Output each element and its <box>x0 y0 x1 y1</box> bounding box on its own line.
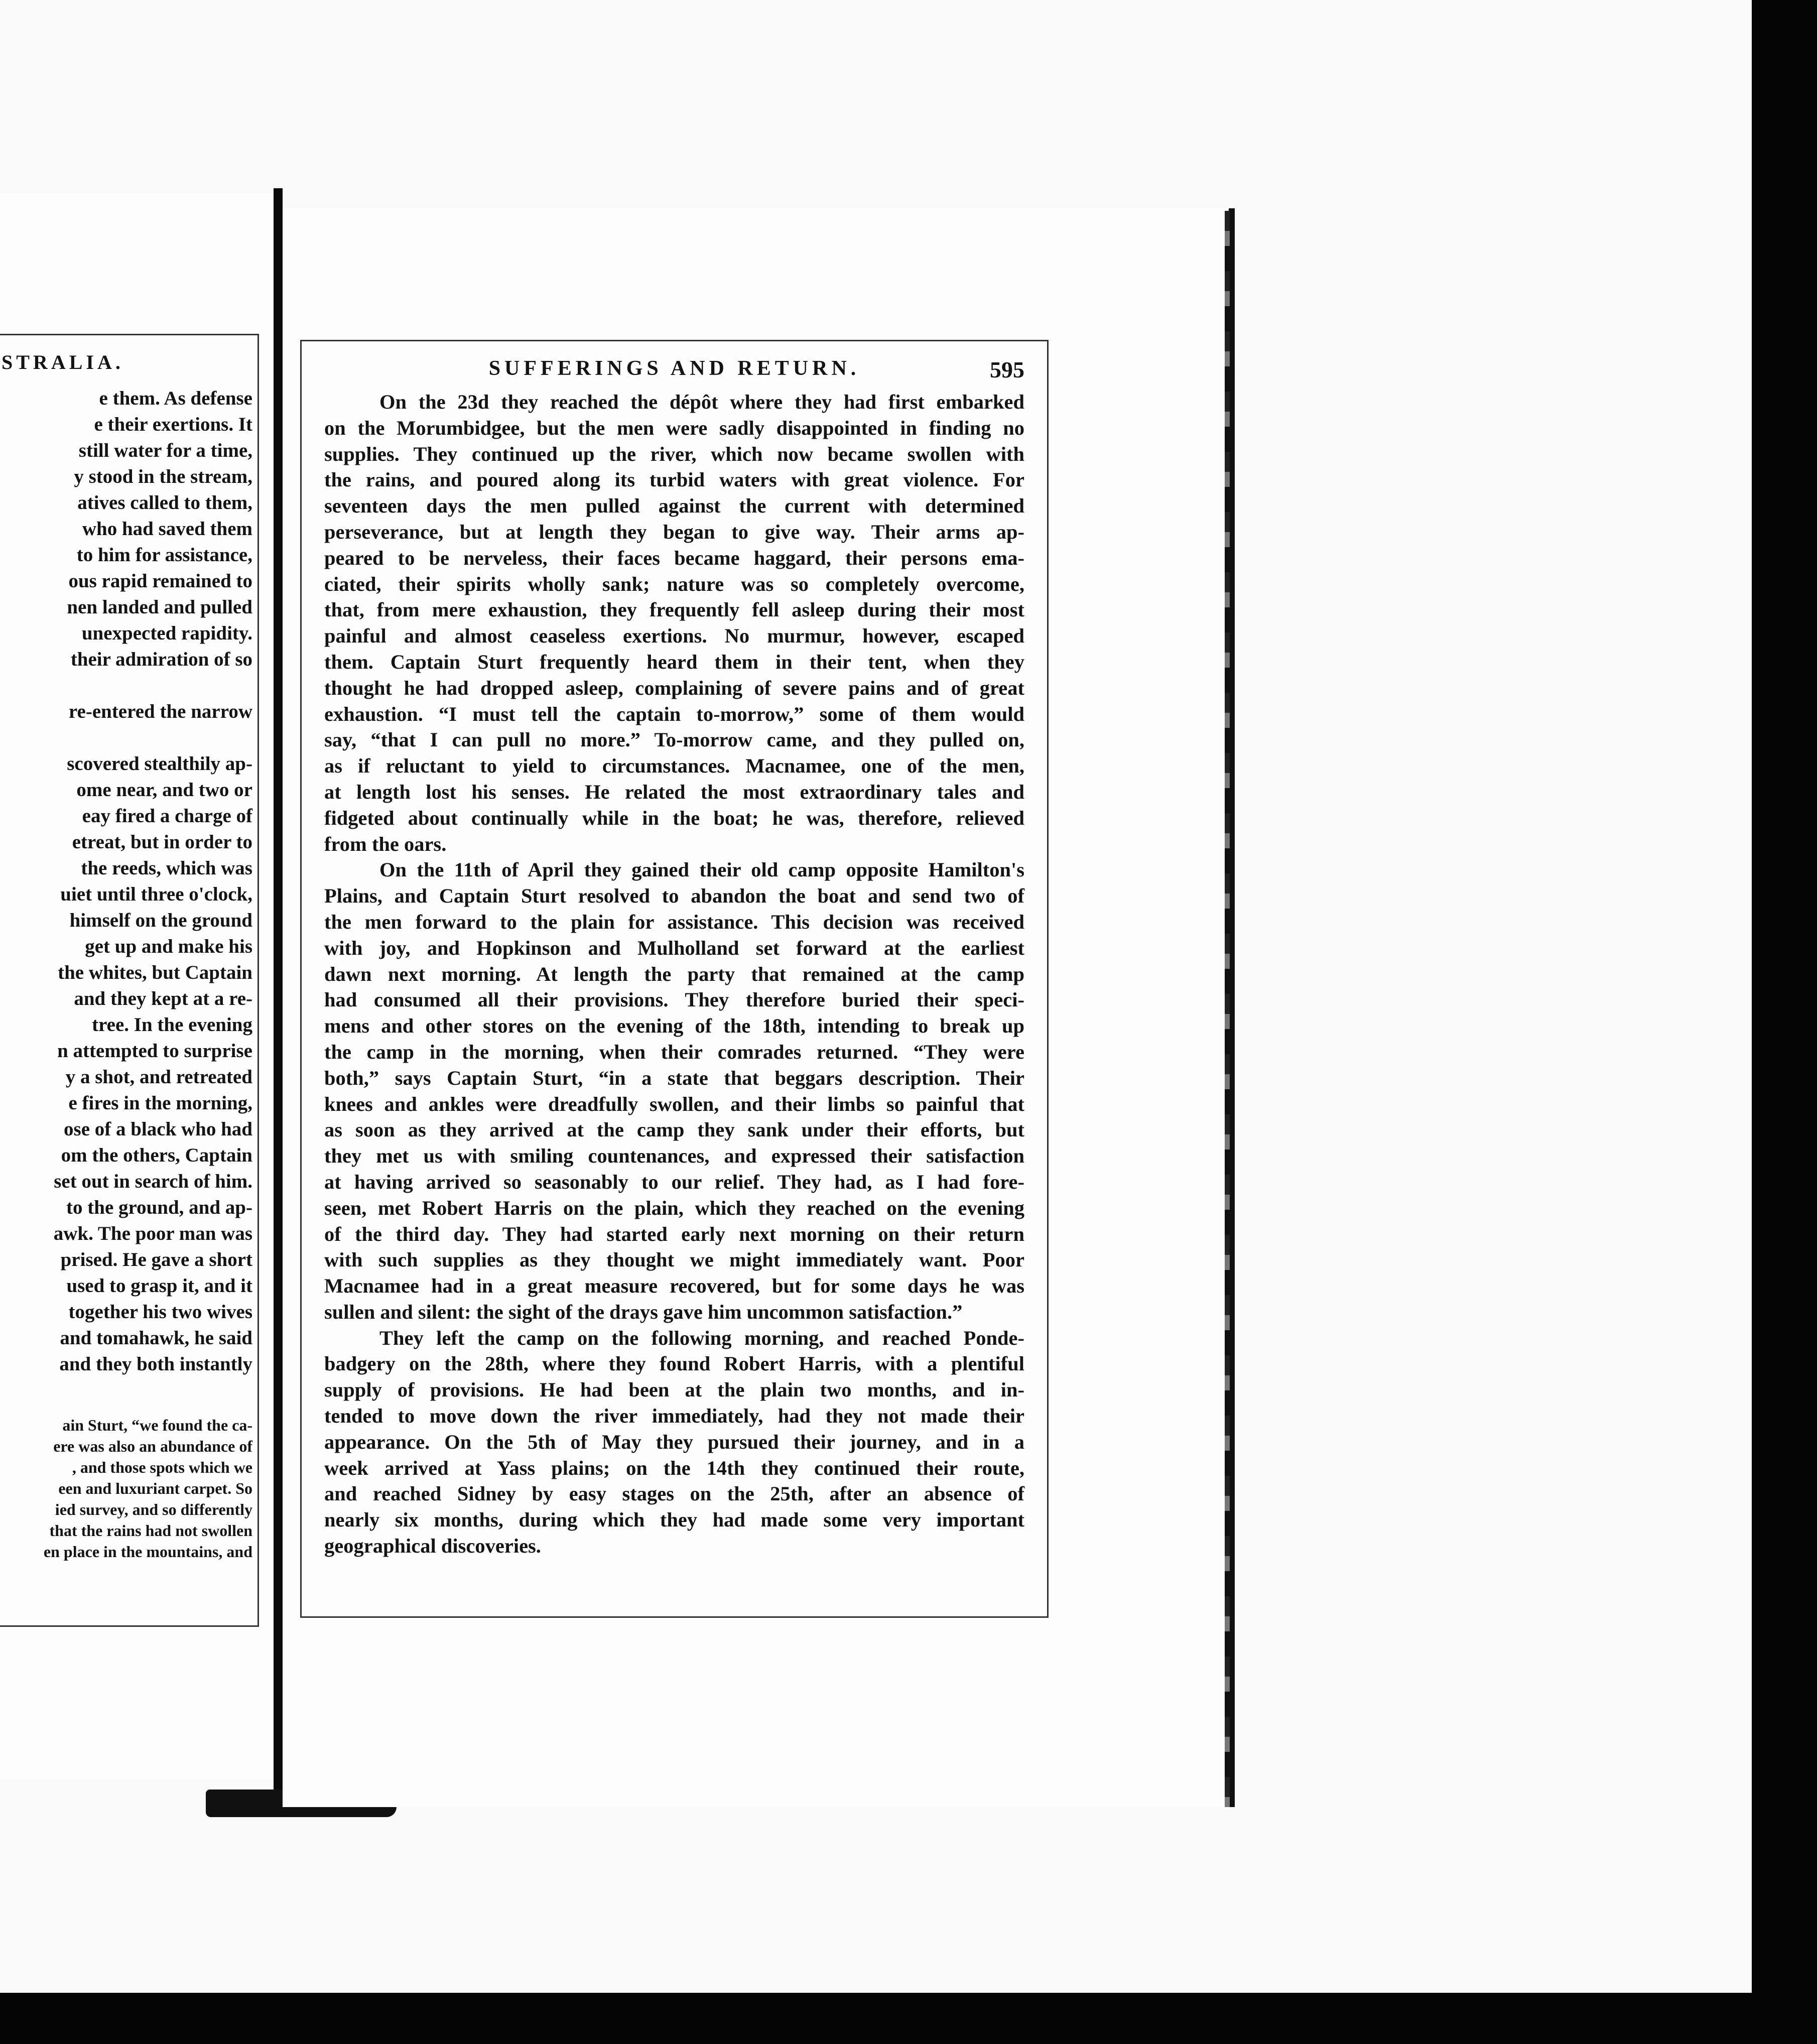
text-line: prised. He gave a short <box>60 1249 252 1270</box>
scan-border-bottom <box>0 1993 1817 2044</box>
text-line: as soon as they arrived at the camp they sank under their efforts, but <box>324 1118 1024 1141</box>
text-line: tended to move down the river immediately, had they not made their <box>324 1404 1024 1428</box>
text-line: atives called to them, <box>77 492 252 514</box>
text-line: uiet until three o'clock, <box>60 883 252 905</box>
running-head <box>302 356 1047 387</box>
text-line: both,” says Captain Sturt, “in a state that beggars description. Their <box>324 1066 1024 1089</box>
text-line: of the third day. They had started early next morning on their return <box>324 1222 1024 1245</box>
text-line: the rains, and poured along its turbid waters with great violence. For <box>324 468 1024 491</box>
text-line: seen, met Robert Harris on the plain, which they reached on the evening <box>324 1196 1024 1219</box>
text-line: the camp in the morning, when their comrades returned. “They were <box>324 1040 1024 1063</box>
text-line: ose of a black who had <box>64 1118 252 1140</box>
text-line: re-entered the narrow <box>68 701 252 722</box>
text-line: say, “that I can pull no more.” To-morrow came, and they pulled on, <box>324 728 1024 751</box>
text-line: the reeds, which was <box>81 857 252 879</box>
footnote-line: ere was also an abundance of <box>53 1437 252 1455</box>
footnote-line: ain Sturt, “we found the ca- <box>62 1416 252 1434</box>
text-line: badgery on the 28th, where they found Robert Harris, with a plentiful <box>324 1352 1024 1375</box>
text-line: eay fired a charge of <box>82 805 252 827</box>
text-line: peared to be nerveless, their faces became haggard, their persons ema- <box>324 546 1024 569</box>
text-line: tree. In the evening <box>92 1014 252 1036</box>
text-line: e them. As defense <box>99 388 252 409</box>
text-line: exhaustion. “I must tell the captain to-morrow,” some of them would <box>324 702 1024 725</box>
text-line: they met us with smiling countenances, and expressed their satisfaction <box>324 1144 1024 1168</box>
text-line: that, from mere exhaustion, they frequently fell asleep during their most <box>324 598 1024 621</box>
text-line: still water for a time, <box>78 440 252 461</box>
text-line: unexpected rapidity. <box>81 622 252 644</box>
text-line: supply of provisions. He had been at the plain two months, and in- <box>324 1378 1024 1401</box>
text-line: Plains, and Captain Sturt resolved to abandon the boat and send two of <box>324 884 1024 908</box>
text-line: dawn next morning. At length the party that remained at the camp <box>324 962 1024 985</box>
text-line: perseverance, but at length they began to give way. Their arms ap- <box>324 520 1024 543</box>
text-line: to the ground, and ap- <box>66 1197 252 1218</box>
text-line: with such supplies as they thought we might immediately want. Poor <box>324 1248 1024 1271</box>
footnote-line: ied survey, and so differently <box>55 1500 252 1518</box>
text-line: had consumed all their provisions. They therefore buried their speci- <box>324 988 1024 1011</box>
left-page-frame <box>0 334 259 1627</box>
text-line: y stood in the stream, <box>74 466 252 487</box>
text-line: mens and other stores on the evening of the 18th, intending to break up <box>324 1014 1024 1038</box>
book-spine <box>274 188 283 1795</box>
text-line: the men forward to the plain for assistance. This decision was received <box>324 910 1024 933</box>
text-line: and they kept at a re- <box>74 988 252 1009</box>
text-line: scovered stealthily ap- <box>67 753 252 775</box>
text-line: geographical discoveries. <box>324 1535 541 1558</box>
chapter-running-title: SUFFERINGS AND RETURN. <box>488 357 860 380</box>
text-line: y a shot, and retreated <box>65 1066 252 1088</box>
text-line: etreat, but in order to <box>72 831 252 853</box>
text-line: the whites, but Captain <box>58 962 252 983</box>
text-line: and they both instantly <box>59 1353 252 1375</box>
body-text <box>324 389 1024 1559</box>
text-line: at length lost his senses. He related the most extraordinary tales and <box>324 780 1024 803</box>
blank-line <box>0 725 252 751</box>
text-line: They left the camp on the following morning, and reached Ponde- <box>379 1326 1024 1349</box>
text-line: their admiration of so <box>70 649 252 670</box>
footnote-line: een and luxuriant carpet. So <box>58 1479 252 1497</box>
text-line: and reached Sidney by easy stages on the 25th, after an absence of <box>324 1482 1024 1505</box>
text-line: and tomahawk, he said <box>60 1327 252 1349</box>
text-line: sullen and silent: the sight of the drays gave him uncommon satisfaction.” <box>324 1300 963 1323</box>
text-line: Macnamee had in a great measure recovered, but for some days he was <box>324 1274 1024 1298</box>
right-page-frame <box>300 340 1049 1618</box>
text-line: nearly six months, during which they had made some very important <box>324 1508 1024 1531</box>
text-line: set out in search of him. <box>54 1171 252 1192</box>
text-line: used to grasp it, and it <box>66 1275 252 1297</box>
text-line: at having arrived so seasonably to our relief. They had, as I had fore- <box>324 1170 1024 1193</box>
text-line: knees and ankles were dreadfully swollen, and their limbs so painful that <box>324 1092 1024 1115</box>
text-line: get up and make his <box>85 936 252 957</box>
text-line: week arrived at Yass plains; on the 14th they continued their route, <box>324 1456 1024 1479</box>
left-page-footnote <box>0 1415 252 1562</box>
text-line: thought he had dropped asleep, complaining of severe pains and of great <box>324 676 1024 699</box>
left-page-text <box>0 386 252 1377</box>
text-line: together his two wives <box>68 1301 252 1323</box>
text-line: fidgeted about continually while in the boat; he was, therefore, relieved <box>324 806 1024 829</box>
text-line: ous rapid remained to <box>68 570 252 592</box>
text-line: seventeen days the men pulled against the current with determined <box>324 494 1024 518</box>
text-line: e their exertions. It <box>94 414 252 435</box>
text-line: supplies. They continued up the river, which now became swollen with <box>324 442 1024 465</box>
page-deckle-edge <box>1225 211 1230 1807</box>
text-line: them. Captain Sturt frequently heard them in their tent, when they <box>324 650 1024 673</box>
text-line: On the 23d they reached the dépôt where they had first embarked <box>379 391 1024 413</box>
text-line: On the 11th of April they gained their old camp opposite Hamilton's <box>379 858 1024 881</box>
text-line: himself on the ground <box>69 910 252 931</box>
footnote-line: , and those spots which we <box>72 1458 252 1476</box>
left-running-head: STRALIA. <box>2 351 124 373</box>
text-line: who had saved them <box>82 518 252 540</box>
text-line: to him for assistance, <box>76 544 252 566</box>
text-line: ciated, their spirits wholly sank; nature was so completely overcome, <box>324 572 1024 595</box>
text-line: painful and almost ceaseless exertions. No murmur, however, escaped <box>324 624 1024 648</box>
left-page <box>0 193 277 1779</box>
blank-line <box>0 673 252 699</box>
text-line: as if reluctant to yield to circumstances. Macnamee, one of the men, <box>324 754 1024 778</box>
footnote-line: en place in the mountains, and <box>43 1543 252 1561</box>
text-line: n attempted to surprise <box>57 1040 252 1062</box>
footnote-line: that the rains had not swollen <box>49 1521 252 1540</box>
text-line: with joy, and Hopkinson and Mulholland set forward at the earliest <box>324 936 1024 959</box>
text-line: awk. The poor man was <box>53 1223 252 1244</box>
text-line: from the oars. <box>324 832 447 855</box>
text-line: appearance. On the 5th of May they pursued their journey, and in a <box>324 1430 1024 1453</box>
scan-border-right <box>1752 0 1817 2044</box>
text-line: om the others, Captain <box>61 1144 252 1166</box>
text-line: e fires in the morning, <box>68 1092 252 1114</box>
page-number: 595 <box>990 357 1024 382</box>
text-line: on the Morumbidgee, but the men were sadly disappointed in finding no <box>324 416 1024 439</box>
right-page <box>283 208 1235 1807</box>
text-line: nen landed and pulled <box>67 596 252 618</box>
text-line: ome near, and two or <box>76 779 252 801</box>
